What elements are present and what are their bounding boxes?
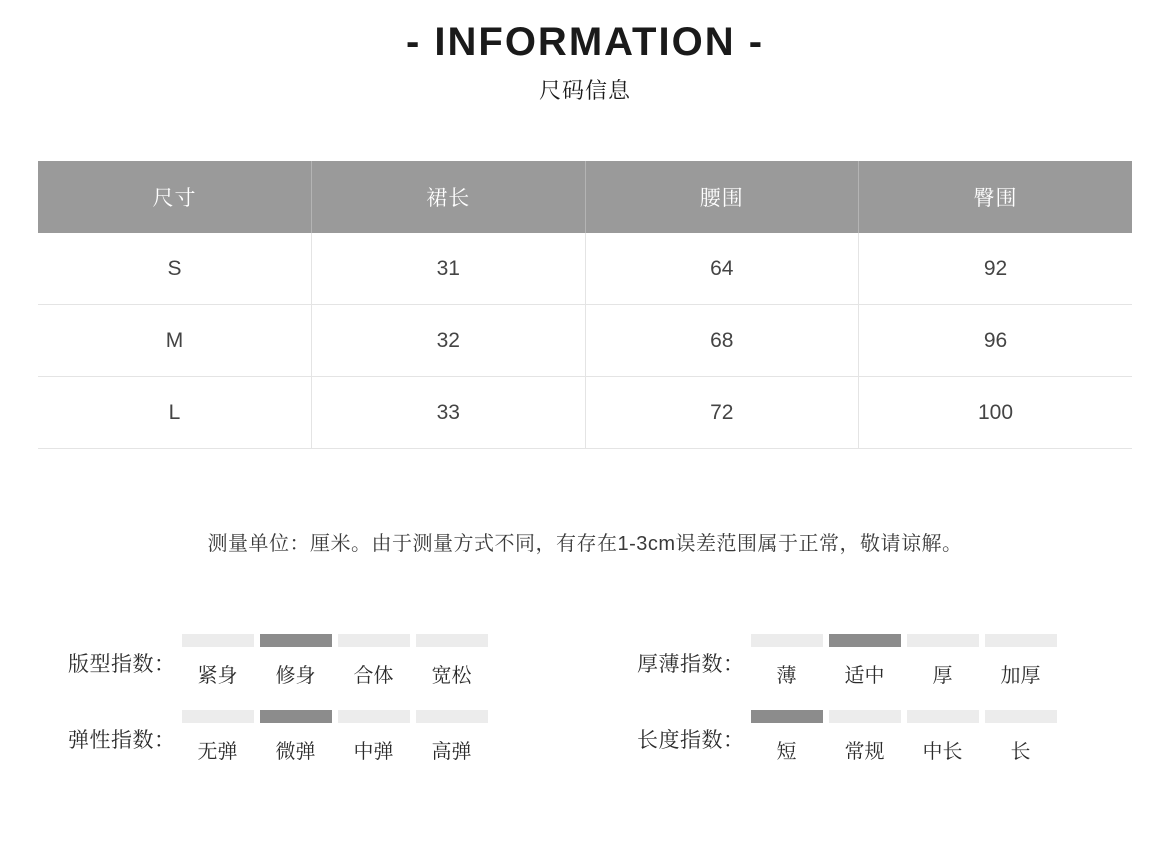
table-row [38, 305, 1132, 377]
meter-bar-0 [182, 710, 254, 723]
meter-bar-2 [338, 710, 410, 723]
meter-bar-2 [907, 710, 979, 723]
meter-bars [751, 710, 1057, 723]
meter-tick-label: 长 [1010, 741, 1031, 763]
meter-length-index [585, 688, 1170, 764]
meter-bars [182, 634, 488, 647]
meter-tick-label: 微弹 [275, 741, 316, 763]
meter-fit-index [0, 612, 585, 688]
meter-body [182, 634, 488, 688]
cell-skirt-length: 33 [312, 377, 586, 449]
table-header-row [38, 161, 1132, 233]
cell-waist: 72 [585, 377, 859, 449]
cell-size: L [38, 377, 312, 449]
meter-tick-label: 薄 [776, 665, 797, 687]
meter-ticks [751, 735, 1057, 764]
table-row [38, 377, 1132, 449]
meter-tick-label: 合体 [353, 665, 394, 687]
meter-ticks [182, 735, 488, 764]
page-subtitle: 尺码信息 [538, 78, 631, 103]
meter-label: 厚薄指数： [637, 653, 745, 676]
column-header-size: 尺寸 [38, 161, 312, 233]
meter-bar-3 [985, 710, 1057, 723]
cell-waist: 64 [585, 233, 859, 305]
meter-bars [182, 710, 488, 723]
cell-size: M [38, 305, 312, 377]
cell-hip: 100 [859, 377, 1133, 449]
size-table-body [38, 233, 1132, 449]
meter-bar-1 [260, 710, 332, 723]
meter-ticks [751, 659, 1057, 688]
meter-body [751, 710, 1057, 764]
meter-bar-2 [338, 634, 410, 647]
meter-tick-label: 短 [776, 741, 797, 763]
meter-tick-label: 加厚 [1000, 665, 1041, 687]
cell-skirt-length: 32 [312, 305, 586, 377]
meter-label: 弹性指数： [68, 729, 176, 752]
meter-tick-label: 高弹 [431, 741, 472, 763]
meter-bar-3 [416, 710, 488, 723]
meter-bar-0 [751, 710, 823, 723]
meter-body [751, 634, 1057, 688]
meter-label: 版型指数： [68, 653, 176, 676]
meter-thickness-index [585, 612, 1170, 688]
meter-bar-1 [829, 634, 901, 647]
meter-tick-label: 无弹 [197, 741, 238, 763]
meter-bar-0 [182, 634, 254, 647]
meter-tick-label: 中弹 [353, 741, 394, 763]
meter-label: 长度指数： [637, 729, 745, 752]
meter-bar-1 [829, 710, 901, 723]
index-meters [0, 612, 1170, 764]
meter-tick-label: 常规 [844, 741, 885, 763]
cell-waist: 68 [585, 305, 859, 377]
meter-tick-label: 厚 [932, 665, 953, 687]
meter-bars [751, 634, 1057, 647]
meter-bar-0 [751, 634, 823, 647]
meter-body [182, 710, 488, 764]
meter-tick-label: 修身 [275, 665, 316, 687]
cell-skirt-length: 31 [312, 233, 586, 305]
page-header [0, 0, 1170, 105]
measurement-note: 测量单位：厘米。由于测量方式不同，有存在1-3cm误差范围属于正常，敬请谅解。 [207, 533, 963, 555]
cell-size: S [38, 233, 312, 305]
meter-bar-1 [260, 634, 332, 647]
meter-tick-label: 适中 [844, 665, 885, 687]
meter-tick-label: 中长 [922, 741, 963, 763]
meter-bar-3 [416, 634, 488, 647]
meter-tick-label: 宽松 [431, 665, 472, 687]
size-table [38, 161, 1132, 449]
cell-hip: 96 [859, 305, 1133, 377]
meter-elasticity-index [0, 688, 585, 764]
table-row [38, 233, 1132, 305]
size-table-head [38, 161, 1132, 233]
meter-bar-2 [907, 634, 979, 647]
meter-ticks [182, 659, 488, 688]
column-header-hip: 臀围 [859, 161, 1133, 233]
meter-tick-label: 紧身 [197, 665, 238, 687]
page-title: - INFORMATION - [405, 20, 765, 64]
column-header-skirt-length: 裙长 [312, 161, 586, 233]
column-header-waist: 腰围 [585, 161, 859, 233]
meter-bar-3 [985, 634, 1057, 647]
cell-hip: 92 [859, 233, 1133, 305]
size-table-wrapper [38, 161, 1132, 449]
